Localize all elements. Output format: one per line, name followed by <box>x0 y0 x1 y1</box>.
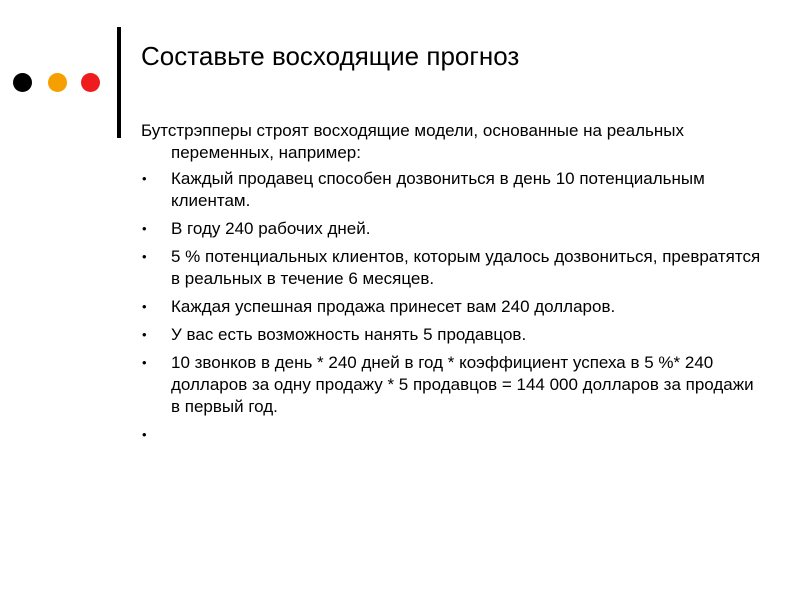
black-dot-icon <box>13 73 32 92</box>
bullet-icon: • <box>142 427 147 442</box>
slide-body <box>141 120 761 452</box>
orange-dot-icon <box>48 73 67 92</box>
bullet-icon: • <box>142 221 147 236</box>
slide-title: Составьте восходящие прогноз <box>141 41 520 71</box>
bullet-text: 10 звонков в день * 240 дней в год * коэффициент успеха в 5 %* 240 долларов за одну продажу * 5 продавцов = 144 000 долларов за продажи в первый год. <box>171 353 754 416</box>
decorative-dots <box>13 73 103 93</box>
bullet-item <box>141 324 761 346</box>
bullet-text: 5 % потенциальных клиентов, которым удалось дозвониться, превратятся в реальных в течение 6 месяцев. <box>171 247 761 288</box>
bullet-item <box>141 218 761 240</box>
vertical-divider <box>117 27 121 138</box>
bullet-icon: • <box>142 299 147 314</box>
bullet-text: Каждая успешная продажа принесет вам 240 долларов. <box>171 297 616 316</box>
bullet-text: В году 240 рабочих дней. <box>171 219 371 238</box>
empty-bullet-item <box>141 424 761 446</box>
red-dot-icon <box>81 73 100 92</box>
bullet-icon: • <box>142 327 147 342</box>
bullet-icon: • <box>142 355 147 370</box>
bullet-item <box>141 168 761 212</box>
bullet-item <box>141 296 761 318</box>
bullet-icon: • <box>142 171 147 186</box>
bullet-text: Каждый продавец способен дозвониться в день 10 потенциальным клиентам. <box>171 169 705 210</box>
bullet-text: У вас есть возможность нанять 5 продавцов. <box>171 325 527 344</box>
intro-text: Бутстрэпперы строят восходящие модели, основанные на реальных переменных, например: <box>141 121 684 162</box>
bullet-item <box>141 352 761 418</box>
bullet-icon: • <box>142 249 147 264</box>
bullet-item <box>141 246 761 290</box>
